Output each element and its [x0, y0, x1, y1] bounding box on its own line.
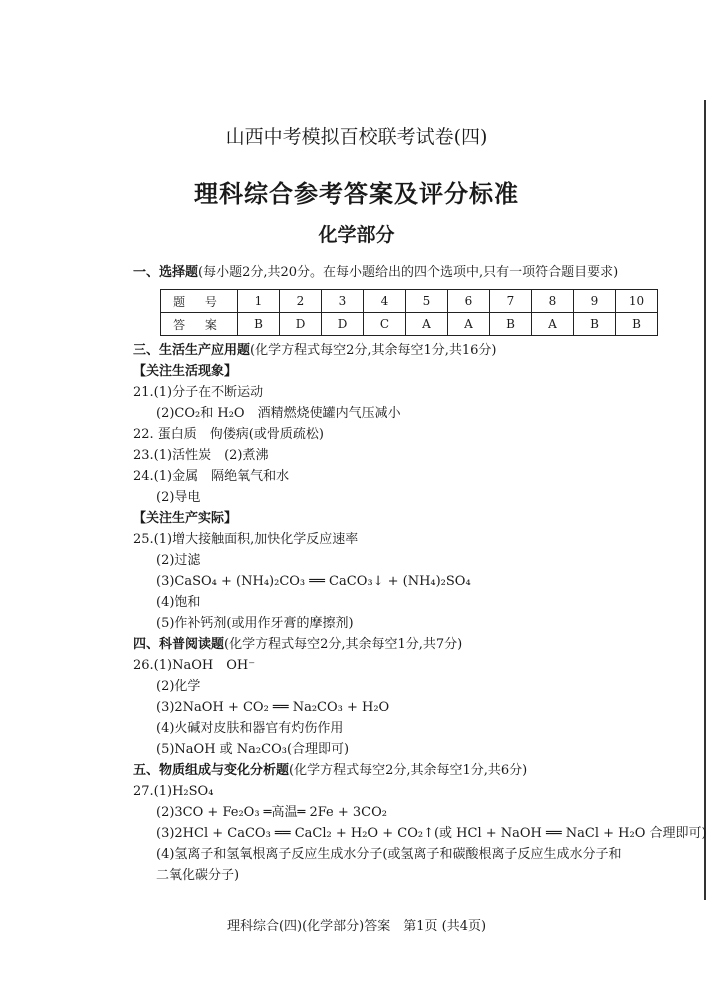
- answer-line: (4)火碱对皮肤和器官有灼伤作用: [156, 721, 344, 736]
- answer-line: (2)化学: [156, 679, 201, 694]
- page-footer: 理科综合(四)(化学部分)答案 第1页 (共4页): [226, 919, 487, 934]
- table-cell: A: [448, 313, 490, 336]
- answer-line: (4)氢离子和氢氧根离子反应生成水分子(或氢离子和碳酸根离子反应生成水分子和: [156, 847, 622, 862]
- table-cell: A: [532, 313, 574, 336]
- answer-content: [133, 262, 707, 886]
- table-cell: A: [406, 313, 448, 336]
- answer-line: (5)NaOH 或 Na₂CO₃(合理即可): [156, 742, 350, 757]
- section5-note: (化学方程式每空2分,其余每空1分,共6分): [289, 763, 528, 778]
- table-cell: B: [574, 313, 616, 336]
- answer-line: 27.(1)H₂SO₄: [133, 784, 214, 799]
- section1-note: (每小题2分,共20分。在每小题给出的四个选项中,只有一项符合题目要求): [198, 265, 619, 280]
- section4-heading-line: [133, 634, 693, 655]
- answer-table: [160, 289, 658, 336]
- section3-heading: 三、生活生产应用题: [133, 343, 251, 358]
- section5-heading-line: [133, 760, 693, 781]
- answer-line: (3)2HCl + CaCO₃ ══ CaCl₂ + H₂O + CO₂↑(或 HCl + NaOH ══ NaCl + H₂O 合理即可): [156, 826, 707, 841]
- table-cell: C: [364, 313, 406, 336]
- table-cell: 8: [532, 290, 574, 313]
- section3-heading-line: [133, 340, 693, 361]
- section1-heading-line: [133, 262, 693, 283]
- table-cell: 5: [406, 290, 448, 313]
- table-cell: D: [322, 313, 364, 336]
- table-row-answers: [161, 313, 658, 336]
- exam-title: 山西中考模拟百校联考试卷(四): [225, 126, 488, 148]
- answer-line: (5)作补钙剂(或用作牙膏的摩擦剂): [156, 616, 354, 631]
- answer-line: (2)导电: [156, 490, 201, 505]
- table-header-answer: 答 案: [161, 313, 238, 336]
- table-cell: D: [280, 313, 322, 336]
- subheading-life: 【关注生活现象】: [133, 364, 238, 379]
- table-cell: 4: [364, 290, 406, 313]
- answer-line: 二氧化碳分子): [156, 868, 240, 883]
- section-title: 化学部分: [318, 224, 395, 246]
- table-cell: 10: [616, 290, 658, 313]
- answer-line: 25.(1)增大接触面积,加快化学反应速率: [133, 532, 359, 547]
- table-cell: 9: [574, 290, 616, 313]
- section1-heading: 一、选择题: [133, 265, 199, 280]
- answer-line: 22. 蛋白质 佝偻病(或骨质疏松): [133, 427, 324, 442]
- subheading-production: 【关注生产实际】: [133, 511, 238, 526]
- table-cell: 2: [280, 290, 322, 313]
- answer-line: (2)CO₂和 H₂O 酒精燃烧使罐内气压减小: [156, 406, 401, 421]
- table-cell: B: [616, 313, 658, 336]
- answer-line: 24.(1)金属 隔绝氧气和水: [133, 469, 290, 484]
- section3-note: (化学方程式每空2分,其余每空1分,共16分): [250, 343, 497, 358]
- table-header-number: 题 号: [161, 290, 238, 313]
- table-cell: 6: [448, 290, 490, 313]
- answer-line: 26.(1)NaOH OH⁻: [133, 658, 256, 673]
- answer-line: (4)饱和: [156, 595, 201, 610]
- section5-heading: 五、物质组成与变化分析题: [133, 763, 290, 778]
- table-cell: B: [238, 313, 280, 336]
- answer-line: (3)CaSO₄ + (NH₄)₂CO₃ ══ CaCO₃↓ + (NH₄)₂SO₄: [156, 574, 471, 589]
- section4-heading: 四、科普阅读题: [133, 637, 225, 652]
- answer-line: (2)过滤: [156, 553, 201, 568]
- table-cell: B: [490, 313, 532, 336]
- answer-line: 21.(1)分子在不断运动: [133, 385, 264, 400]
- answer-line: 23.(1)活性炭 (2)煮沸: [133, 448, 269, 463]
- answer-line: (2)3CO + Fe₂O₃ ═高温═ 2Fe + 3CO₂: [156, 805, 387, 820]
- table-cell: 1: [238, 290, 280, 313]
- table-row-numbers: [161, 290, 658, 313]
- answer-line: (3)2NaOH + CO₂ ══ Na₂CO₃ + H₂O: [156, 700, 390, 715]
- table-cell: 7: [490, 290, 532, 313]
- main-title: 理科综合参考答案及评分标准: [194, 180, 519, 208]
- section4-note: (化学方程式每空2分,其余每空1分,共7分): [224, 637, 463, 652]
- table-cell: 3: [322, 290, 364, 313]
